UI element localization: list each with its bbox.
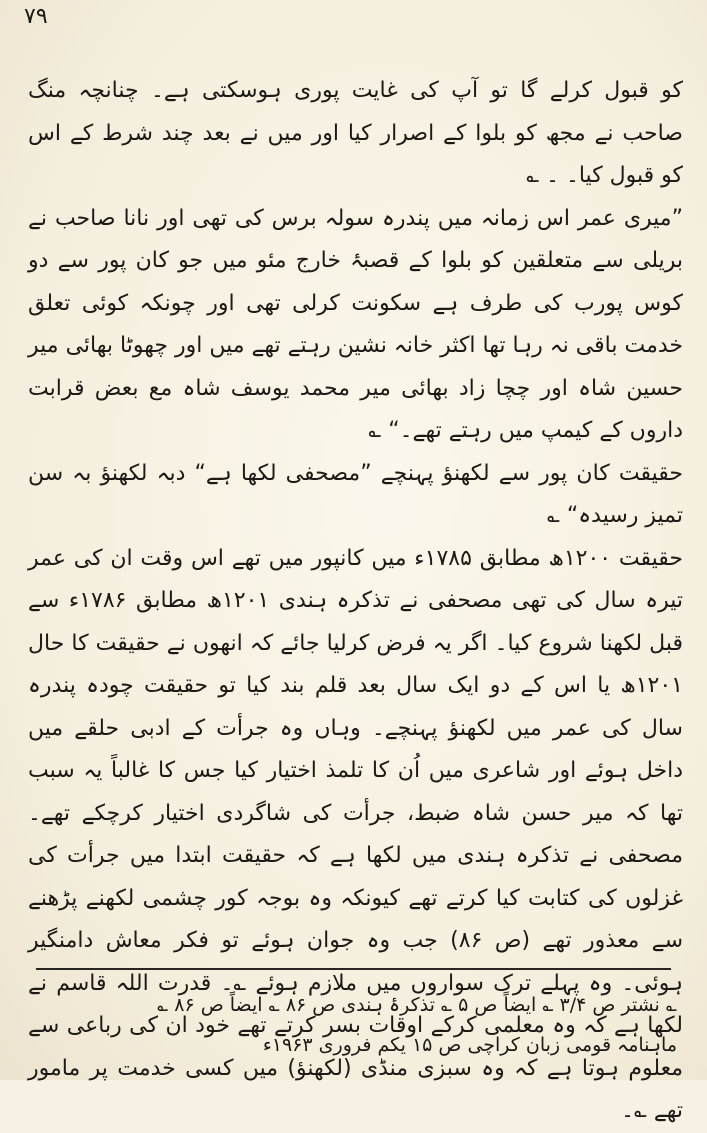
paragraph-2-quote: ”میری عمر اس زمانہ میں پندرہ سولہ برس کی تھی اور نانا صاحب نے بریلی سے متعلقین کو بلوا کے قصبۂ خارج مئو میں جو کان پور سے دو کوس پورب کی طرف ہے سکونت کرلی تھی اور چونکہ کوئی تعلق خدمت باقی نہ رہا تھا اکثر خانہ نشین رہتے تھے میں اور چھوٹا بھائی میر حسین شاہ اور چچا زاد بھائی میر محمد یوسف شاہ مع بعض قرابت داروں کے کیمپ میں رہتے تھے۔“ ؎ — [28, 205, 683, 443]
footnote-divider — [36, 968, 671, 970]
paragraph-1: کو قبول کرلے گا تو آپ کی غایت پوری ہوسکتی ہے۔ چنانچہ منگ صاحب نے مجھ کو بلوا کے اصرار کیا اور میں نے بعد چند شرط کے اس کو قبول کیا۔ ۔ ؎ — [28, 78, 683, 188]
footnote-line-1: ؎ نشتر ص ۳/۴ ؎ ایضاً ص ۵ ؎ تذکرۂ ہندی ص ۸۶ ؎ ایضاً ص ۸۶ ؎ — [157, 994, 677, 1016]
footnote-line-2: ماہنامہ قومی زبان کراچی ص ۱۵ یکم فروری ۱۹۶۳ء — [262, 1034, 677, 1056]
footnotes — [40, 985, 677, 1065]
page-number: ۷۹ — [24, 4, 48, 29]
paragraph-3: حقیقت کان پور سے لکھنؤ پہنچے ”مصحفی لکھا ہے“ دبہ لکھنؤ بہ سن تمیز رسیدہ“ ؎ — [28, 460, 683, 528]
body-text — [28, 70, 683, 1133]
paragraph-4: حقیقت ۱۲۰۰ھ مطابق ۱۷۸۵ء میں کانپور میں تھے اس وقت ان کی عمر تیرہ سال کی تھی مصحفی نے تذکرہ ہندی ۱۲۰۱ھ مطابق ۱۷۸۶ء سے قبل لکھنا شروع کیا۔ اگر یہ فرض کرلیا جائے کہ انھوں نے حقیقت کا حال ۱۲۰۱ھ یا اس کے دو ایک سال بعد قلم بند کیا تو حقیقت چودہ پندرہ سال کی عمر میں لکھنؤ پہنچے۔ وہاں وہ جرأت کے ادبی حلقے میں داخل ہوئے اور شاعری میں اُن کا تلمذ اختیار کیا جس کا غالباً یہ سبب تھا کہ میر حسن شاہ ضبط، جرأت کی شاگردی اختیار کرچکے تھے۔ مصحفی نے تذکرہ ہندی میں لکھا ہے کہ حقیقت ابتدا میں جرأت کی غزلوں کی کتابت کیا کرتے تھے کیونکہ وہ بوجہ کور چشمی لکھنے پڑھنے سے معذور تھے (ص ۸۶) جب وہ جوان ہوئے تو فکر معاش دامنگیر ہوئی۔ وہ پہلے ترک سواروں میں ملازم ہوئے ؎۔ قدرت اللہ قاسم نے لکھا ہے کہ وہ معلمی کرکے اوقات بسر کرتے تھے خود ان کی رباعی سے معلوم ہوتا ہے کہ وہ سبزی منڈی (لکھنؤ) میں کسی خدمت پر مامور تھے ؎۔ — [28, 545, 684, 1123]
